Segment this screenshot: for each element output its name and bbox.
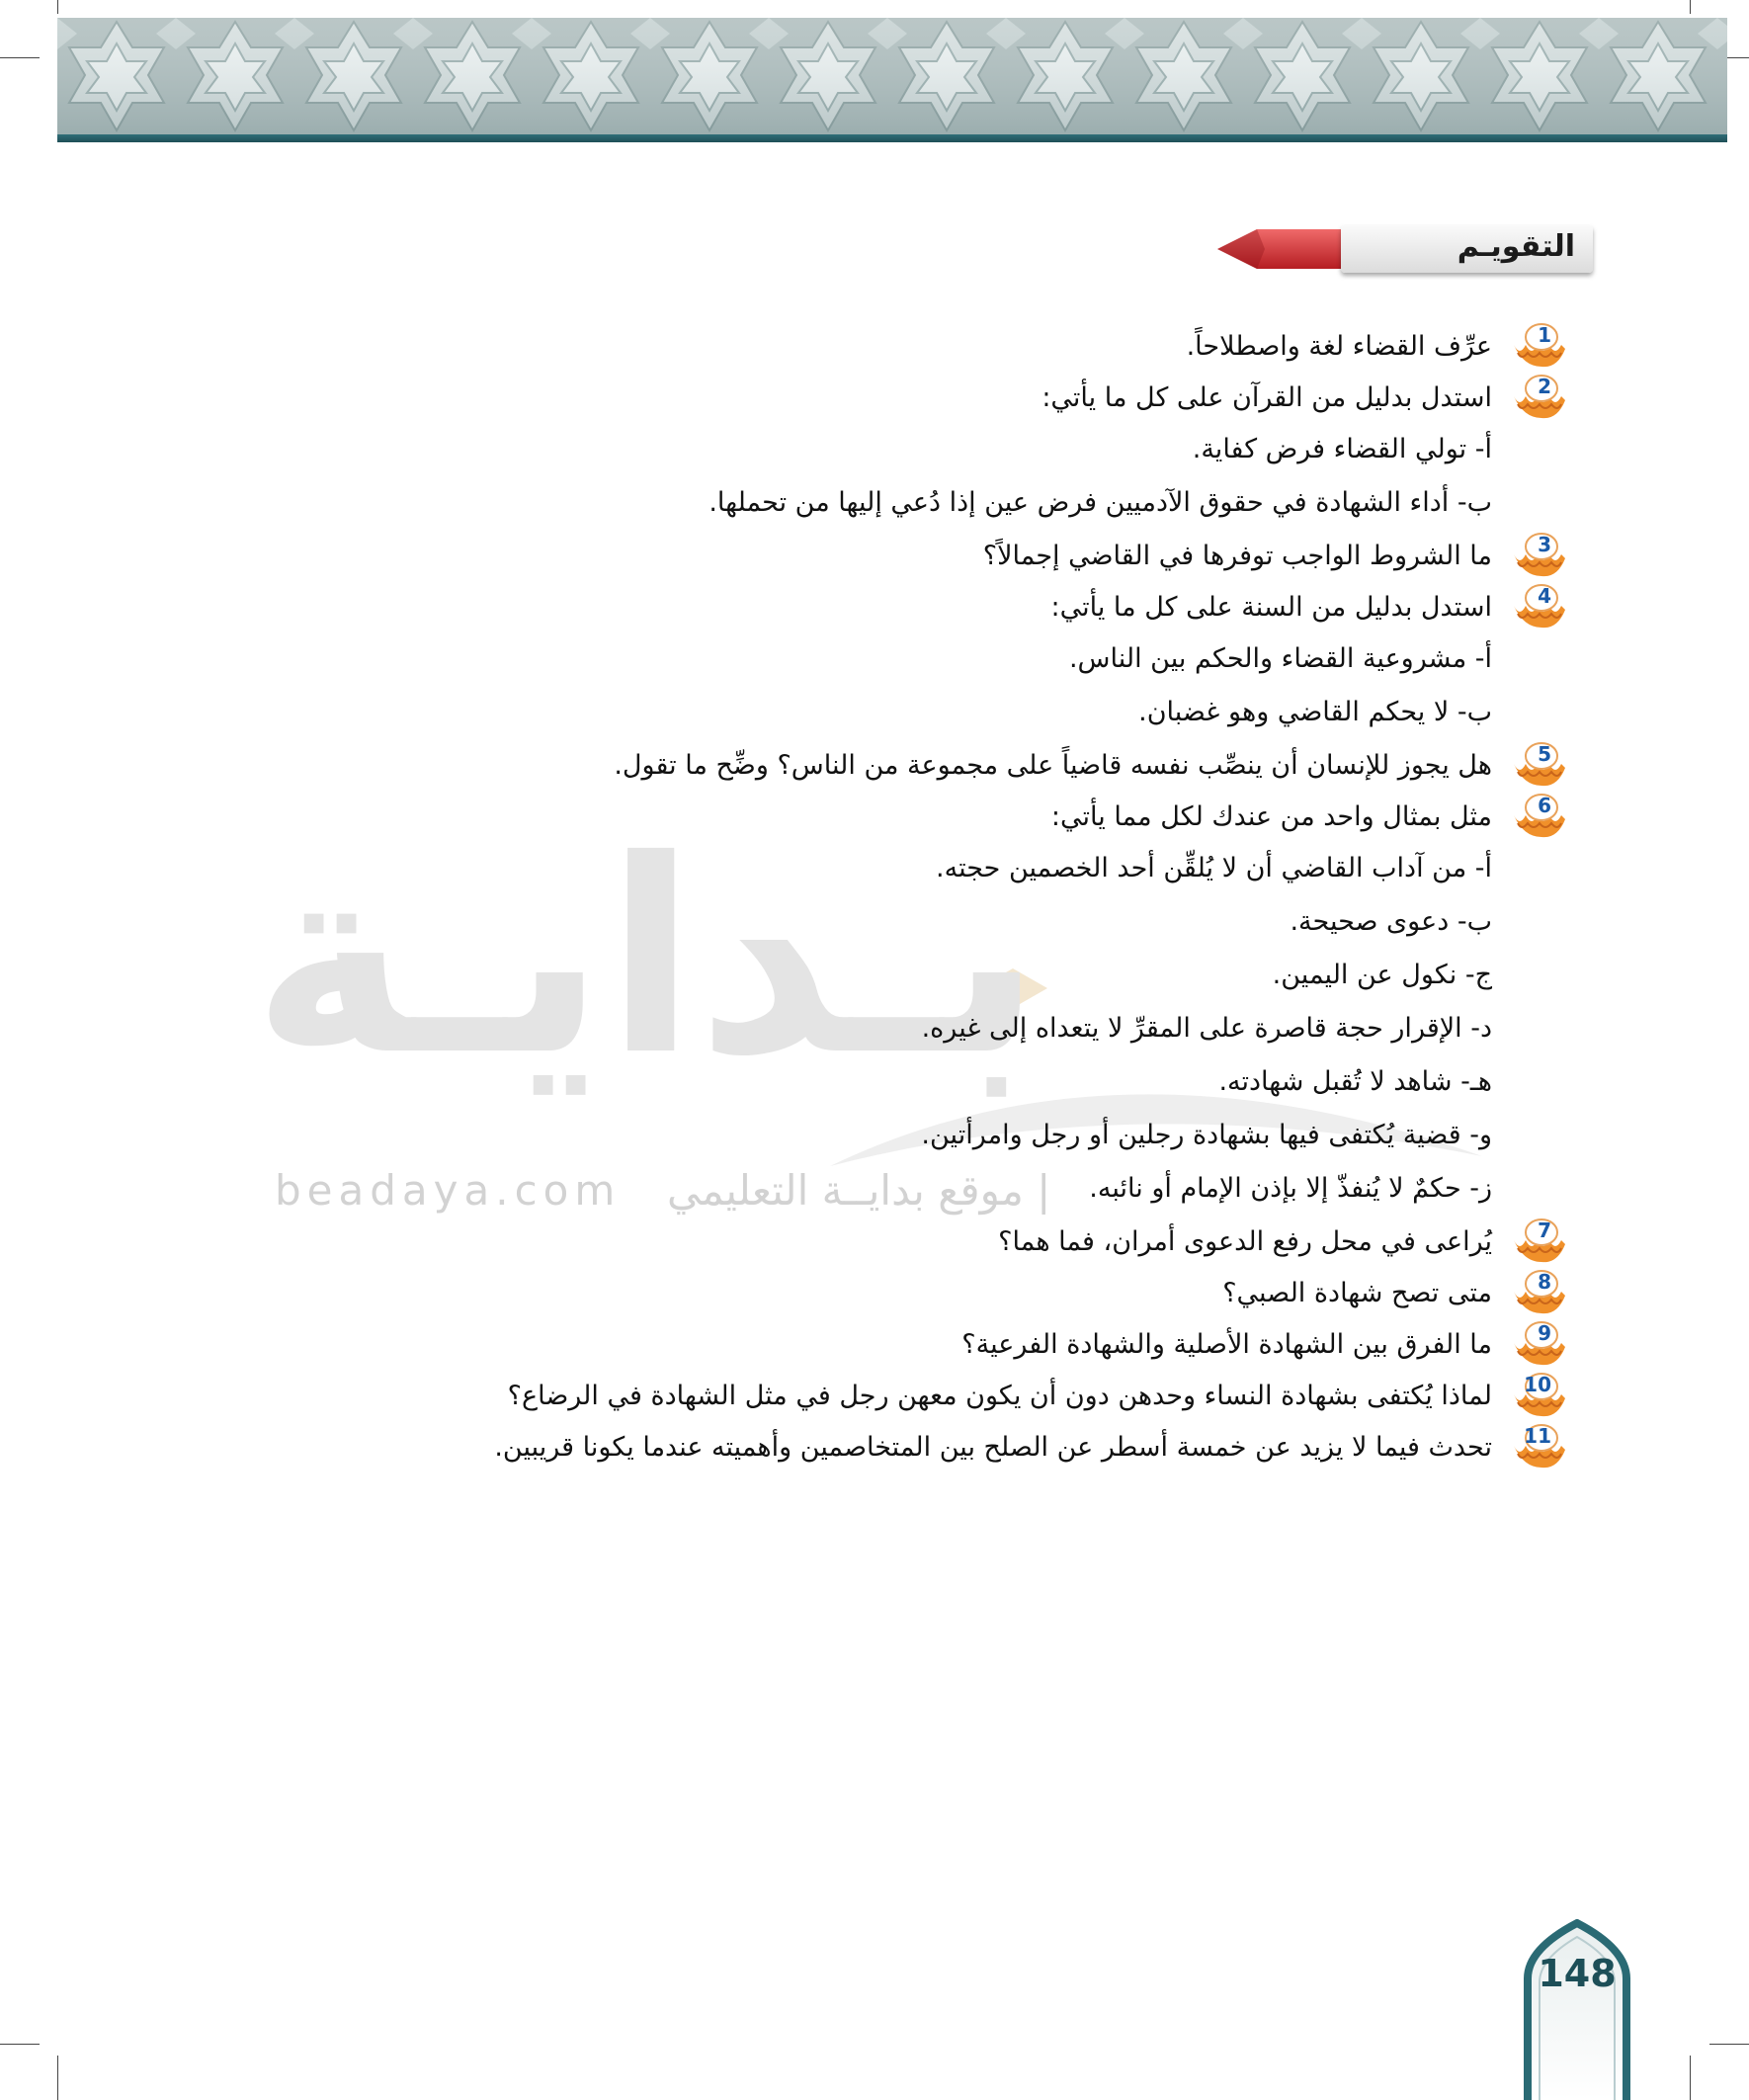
header-ornament [57,18,1727,138]
question-number: 7 [1538,1218,1551,1242]
geometric-pattern-icon [57,18,1727,138]
question-text: استدل بدليل من القرآن على كل ما يأتي: [1041,382,1492,413]
sub-question-item [208,687,1492,740]
question-number: 2 [1538,375,1551,398]
section-title: التقويـم [1457,229,1575,264]
sub-question-text: أ- مشروعية القضاء والحكم بين الناس. [1068,643,1492,674]
question-number: 11 [1524,1424,1551,1448]
crop-mark [1709,2044,1749,2045]
watermark-site: beadaya.com [275,1166,622,1215]
section-tab [1217,225,1593,275]
crop-mark [57,0,58,14]
question-text: مثل بمثال واحد من عندك لكل مما يأتي: [1050,801,1492,832]
question-number: 8 [1538,1270,1551,1294]
question-text: استدل بدليل من السنة على كل ما يأتي: [1050,592,1492,623]
sub-question-item [208,1056,1492,1110]
question-item [208,531,1551,582]
sub-question-item [208,1163,1492,1217]
question-text: لماذا يُكتفى بشهادة النساء وحدهن دون أن يكون معهن رجل في مثل الشهادة في الرضاع؟ [507,1381,1492,1411]
sub-question-text: ز- حكمٌ لا يُنفذّ إلا بإذن الإمام أو نائبه. [1089,1173,1492,1204]
question-text: ما الشروط الواجب توفرها في القاضي إجمالاً؟ [982,541,1492,571]
sub-question-text: ب- دعوى صحيحة. [1290,906,1492,937]
question-number: 9 [1538,1321,1551,1345]
sub-question-text: ج- نكول عن اليمين. [1272,960,1492,990]
sub-question-text: ب- أداء الشهادة في حقوق الآدميين فرض عين إذا دُعي إليها من تحملها. [708,487,1492,518]
question-text: يُراعى في محل رفع الدعوى أمران، فما هما؟ [998,1226,1492,1257]
sub-question-item [208,1110,1492,1163]
question-number-badge-icon [1512,1270,1567,1315]
crop-mark [1690,0,1691,14]
sub-question-text: و- قضية يُكتفى فيها بشهادة رجلين أو رجل وامرأتين. [921,1120,1492,1150]
sub-question-item [208,896,1492,950]
question-item [208,1268,1551,1319]
question-number-badge-icon [1512,1218,1567,1264]
sub-question-item [208,950,1492,1003]
question-item [208,1422,1551,1473]
question-item [208,321,1551,373]
page-number: 148 [1538,1952,1617,1995]
sub-question-text: هـ- شاهد لا تُقبل شهادته. [1218,1066,1492,1097]
question-item [208,582,1551,633]
question-number-badge-icon [1512,584,1567,630]
sub-question-text: أ- من آداب القاضي أن لا يُلقِّن أحد الخصمين حجته. [936,853,1492,883]
sub-question-item [208,477,1492,531]
sub-question-item [208,424,1492,477]
question-number: 3 [1538,533,1551,556]
crop-mark [1690,2056,1691,2100]
watermark-tagline: | موقع بدايــة التعليمي [667,1166,1051,1215]
question-number-badge-icon [1512,1424,1567,1470]
page-number-tab [1522,1919,1632,2100]
question-number-badge-icon [1512,794,1567,839]
header-rule [57,134,1727,142]
question-number: 4 [1538,584,1551,608]
question-number: 10 [1524,1373,1551,1396]
sub-question-text: ب- لا يحكم القاضي وهو غضبان. [1138,697,1492,727]
question-item [208,1371,1551,1422]
question-number: 6 [1538,794,1551,817]
sub-question-item [208,1003,1492,1056]
crop-mark [57,2056,58,2100]
watermark-logo: بـدايـة [252,802,1042,1114]
title-plate [1341,225,1593,273]
sub-question-item [208,843,1492,896]
question-text: عرِّف القضاء لغة واصطلاحاً. [1186,331,1492,362]
question-item [208,1319,1551,1371]
question-number-badge-icon [1512,1321,1567,1367]
question-list [208,321,1551,1473]
question-number: 5 [1538,742,1551,766]
question-text: ما الفرق بين الشهادة الأصلية والشهادة الفرعية؟ [961,1329,1492,1360]
crop-mark [0,2044,40,2045]
question-text: هل يجوز للإنسان أن ينصِّب نفسه قاضياً على مجموعة من الناس؟ وضِّح ما تقول. [614,750,1492,781]
question-item [208,1217,1551,1268]
question-text: تحدث فيما لا يزيد عن خمسة أسطر عن الصلح بين المتخاصمين وأهميته عندما يكونا قريبين. [494,1432,1492,1463]
question-item [208,740,1551,792]
question-number-badge-icon [1512,533,1567,578]
question-item [208,792,1551,843]
crop-mark [0,57,40,58]
question-number: 1 [1538,323,1551,347]
question-number-badge-icon [1512,375,1567,420]
question-number-badge-icon [1512,323,1567,369]
sub-question-item [208,633,1492,687]
question-number-badge-icon [1512,742,1567,788]
sub-question-text: أ- تولي القضاء فرض كفاية. [1192,434,1492,464]
question-number-badge-icon [1512,1373,1567,1418]
question-text: متى تصح شهادة الصبي؟ [1222,1278,1492,1308]
sub-question-text: د- الإقرار حجة قاصرة على المقرِّ لا يتعداه إلى غيره. [921,1013,1492,1044]
question-item [208,373,1551,424]
